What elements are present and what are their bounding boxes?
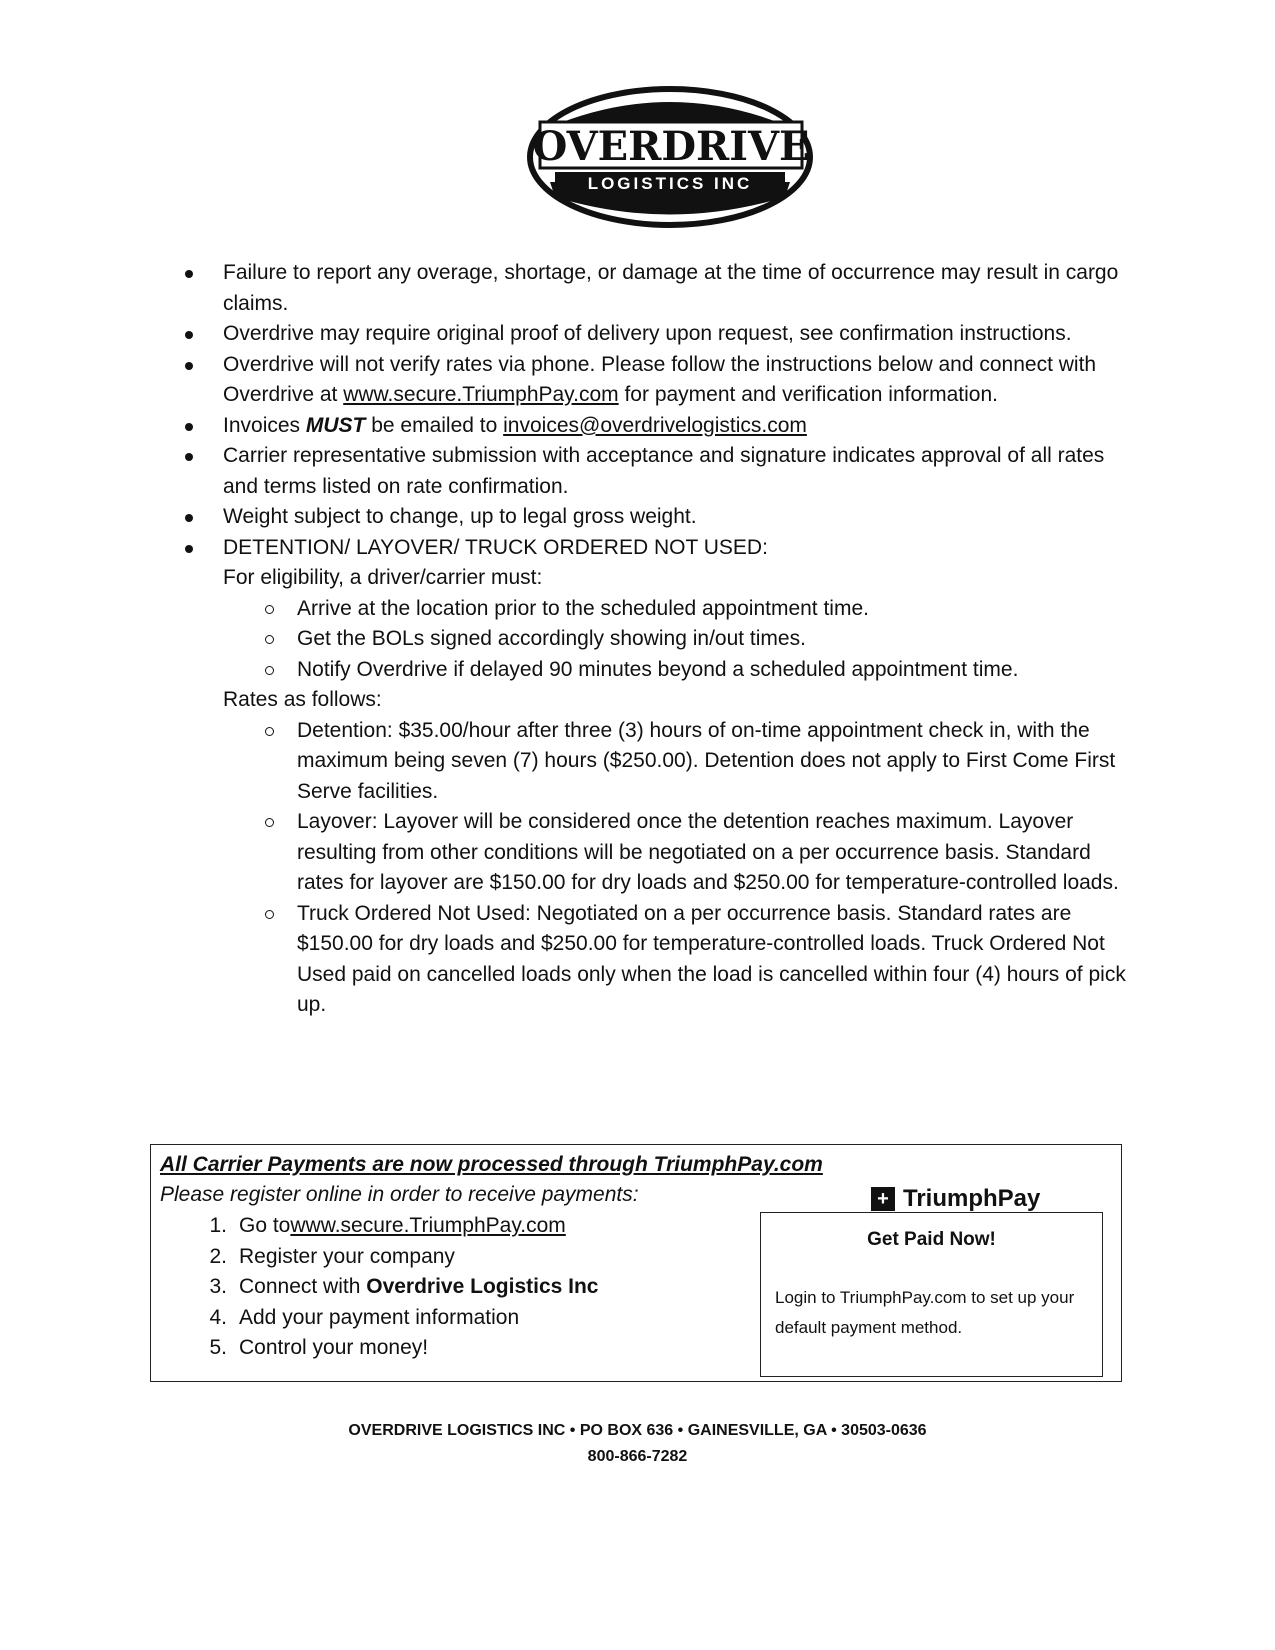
payment-steps xyxy=(187,1211,599,1364)
bullet-icon xyxy=(185,453,193,461)
card-text: Login to TriumphPay.com to set up your default payment method. xyxy=(775,1288,1075,1337)
circle-bullet-icon xyxy=(265,635,274,644)
eligibility-item: Notify Overdrive if delayed 90 minutes beyond a scheduled appointment time. xyxy=(175,655,1135,686)
term-item: Overdrive will not verify rates via phone. Please follow the instructions below and connect with Overdrive at www.secure.TriumphPay.com for payment and verification information. xyxy=(175,350,1135,411)
logo-subtitle: LOGISTICS INC xyxy=(587,174,753,193)
bullet-icon xyxy=(185,270,193,278)
bullet-icon xyxy=(185,514,193,522)
list-item: 1. Go to www.secure.TriumphPay.com xyxy=(187,1211,599,1242)
rates-label: Rates as follows: xyxy=(223,688,382,711)
logo-wordmark: OVERDRIVE xyxy=(532,123,810,170)
bullet-icon xyxy=(185,545,193,553)
triumphpay-link[interactable]: www.secure.TriumphPay.com xyxy=(290,1214,566,1237)
triumphpay-link[interactable]: www.secure.TriumphPay.com xyxy=(343,383,619,406)
payment-box xyxy=(150,1144,1122,1382)
brand-name: TriumphPay xyxy=(903,1185,1041,1212)
rate-item: Detention: $35.00/hour after three (3) hours of on-time appointment check in, with the maximum being seven (7) hours ($250.00). Detention does not apply to First Come First Serve facilities. xyxy=(175,716,1135,808)
circle-bullet-icon xyxy=(265,666,274,675)
eligibility-item: Get the BOLs signed accordingly showing in/out times. xyxy=(175,624,1135,655)
invoice-email-link[interactable]: invoices@overdrivelogistics.com xyxy=(503,413,807,437)
term-item: Overdrive may require original proof of delivery upon request, see confirmation instructions. xyxy=(175,319,1135,350)
terms-list xyxy=(175,258,1135,1021)
list-item: 5. Control your money! xyxy=(209,1336,429,1359)
bullet-icon xyxy=(185,423,193,431)
footer-phone: 800-866-7282 xyxy=(587,1448,688,1465)
payment-heading: All Carrier Payments are now processed through TriumphPay.com xyxy=(160,1153,823,1176)
term-item: Invoices MUST be emailed to invoices@overdrivelogistics.com xyxy=(175,411,1135,442)
circle-bullet-icon xyxy=(265,818,274,827)
footer xyxy=(0,1418,1275,1470)
term-item: Failure to report any overage, shortage, or damage at the time of occurrence may result in cargo claims. xyxy=(175,258,1135,319)
plus-icon: + xyxy=(871,1187,895,1211)
list-item: 2. Register your company xyxy=(209,1244,455,1268)
triumphpay-brand xyxy=(871,1185,1040,1213)
eligibility-item: Arrive at the location prior to the scheduled appointment time. xyxy=(175,594,1135,625)
eligibility-label: For eligibility, a driver/carrier must: xyxy=(223,566,543,589)
company-logo xyxy=(520,82,820,232)
footer-address: OVERDRIVE LOGISTICS INC • PO BOX 636 • GAINESVILLE, GA • 30503-0636 xyxy=(348,1422,927,1439)
list-item: 3. Connect with Overdrive Logistics Inc xyxy=(209,1275,599,1298)
get-paid-card xyxy=(760,1212,1103,1377)
rate-item: Layover: Layover will be considered once the detention reaches maximum. Layover resulting from other conditions will be negotiated on a per occurrence basis. Standard rates for layover are $150.00 for dry loads and $250.00 for temperature-controlled loads. xyxy=(175,807,1135,899)
payment-subheading: Please register online in order to receive payments: xyxy=(160,1183,639,1206)
circle-bullet-icon xyxy=(265,910,274,919)
bullet-icon xyxy=(185,362,193,370)
card-title: Get Paid Now! xyxy=(867,1229,996,1250)
term-item: DETENTION/ LAYOVER/ TRUCK ORDERED NOT USED: xyxy=(175,533,1135,564)
term-item: Weight subject to change, up to legal gross weight. xyxy=(175,502,1135,533)
term-item: Carrier representative submission with acceptance and signature indicates approval of all rates and terms listed on rate confirmation. xyxy=(175,441,1135,502)
circle-bullet-icon xyxy=(265,605,274,614)
bullet-icon xyxy=(185,331,193,339)
list-item: 4. Add your payment information xyxy=(209,1305,520,1329)
rate-item: Truck Ordered Not Used: Negotiated on a per occurrence basis. Standard rates are $150.00 for dry loads and $250.00 for temperature-controlled loads. Truck Ordered Not Used paid on cancelled loads only when the load is cancelled within four (4) hours of pick up. xyxy=(175,899,1135,1021)
circle-bullet-icon xyxy=(265,727,274,736)
